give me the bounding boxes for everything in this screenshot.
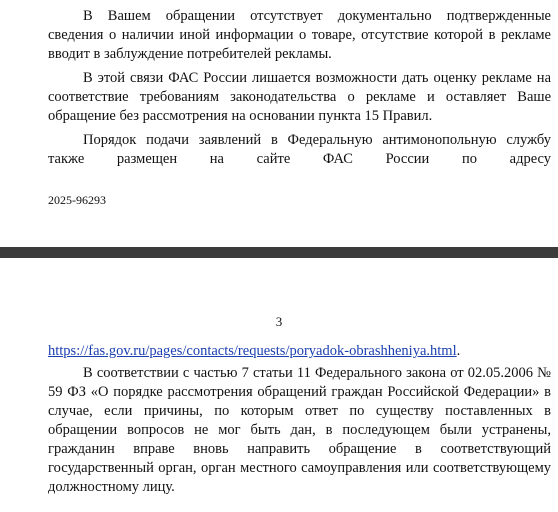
paragraph-federal-law: В соответствии с частью 7 статьи 11 Федерального закона от 02.05.2006 № 59 ФЗ «О порядке рассмотрения обращений граждан Российской Федерации» в случае, если причины, по которым ответ по существу поставленных в обращении вопросов не мог быть дан, в последующем были устранены, гражданин вправе вновь направить обращение в соответствующий государственный орган, орган местного самоуправления или соответствующему должностному лицу. bbox=[48, 365, 551, 495]
paragraph-no-review: В этой связи ФАС России лишается возможности дать оценку рекламе на соответствие требованиям законодательства о рекламе и оставляет Ваше обращение без рассмотрения на основании пункта 15 Правил. bbox=[48, 70, 551, 124]
document-page-bottom bbox=[0, 258, 558, 512]
page-number: 3 bbox=[275, 314, 283, 329]
fas-requests-link[interactable]: https://fas.gov.ru/pages/contacts/requests/poryadok-obrashheniya.html bbox=[48, 343, 457, 359]
link-suffix: . bbox=[456, 343, 461, 359]
page-separator bbox=[0, 247, 558, 258]
document-page-top bbox=[0, 0, 558, 247]
paragraph-submission-order: Порядок подачи заявлений в Федеральную антимонопольную службу также размещен на сайте ФАС России по адресу bbox=[48, 132, 551, 167]
paragraph-missing-information: В Вашем обращении отсутствует документально подтвержденные сведения о наличии иной информации о товаре, отсутствие которой в рекламе вводит в заблуждение потребителей рекламы. bbox=[48, 8, 551, 62]
link-line bbox=[48, 342, 460, 361]
document-number: 2025-96293 bbox=[48, 193, 106, 207]
